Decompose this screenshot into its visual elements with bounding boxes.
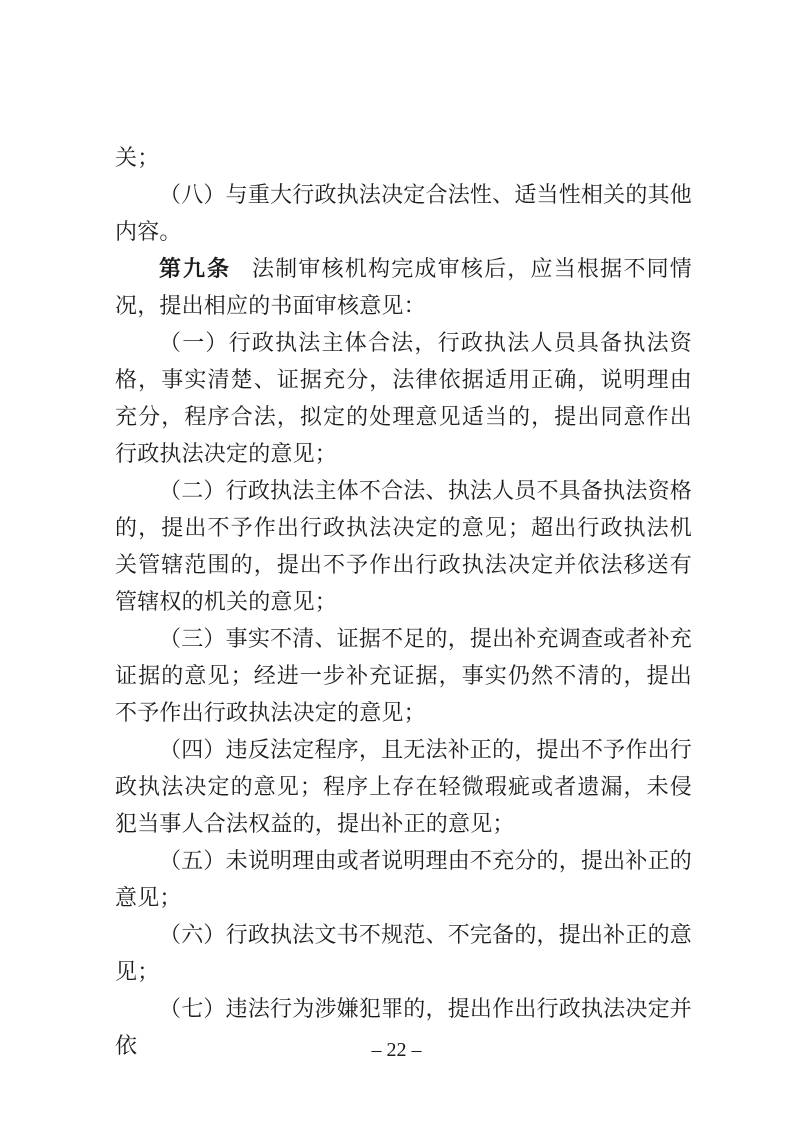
paragraph-text: 关； xyxy=(115,145,160,170)
paragraph-article-9 xyxy=(115,250,692,324)
page-number: – 22 – xyxy=(371,1039,422,1061)
paragraph-text: （一）行政执法主体合法，行政执法人员具备执法资格，事实清楚、证据充分，法律依据适用正确，说明理由充分，程序合法，拟定的处理意见适当的，提出同意作出行政执法决定的意见； xyxy=(115,330,692,466)
paragraph-text: （三）事实不清、证据不足的，提出补充调查或者补充证据的意见；经进一步补充证据，事实仍然不清的，提出不予作出行政执法决定的意见； xyxy=(115,626,692,725)
paragraph-item-3 xyxy=(115,620,692,731)
paragraph-text: （七）违法行为涉嫌犯罪的，提出作出行政执法决定并依 xyxy=(115,996,692,1058)
paragraph-item-2 xyxy=(115,472,692,620)
paragraph-text: （四）违反法定程序，且无法补正的，提出不予作出行政执法决定的意见；程序上存在轻微瑕疵或者遗漏，未侵犯当事人合法权益的，提出补正的意见； xyxy=(115,737,692,836)
paragraph-text: （六）行政执法文书不规范、不完备的，提出补正的意见； xyxy=(115,922,692,984)
paragraph-text: （八）与重大行政执法决定合法性、适当性相关的其他内容。 xyxy=(115,182,692,244)
article-number-term: 第九条 xyxy=(159,256,232,281)
paragraph-item-4 xyxy=(115,731,692,842)
paragraph-text: （五）未说明理由或者说明理由不充分的，提出补正的意见； xyxy=(115,848,692,910)
paragraph-text: （二）行政执法主体不合法、执法人员不具备执法资格的，提出不予作出行政执法决定的意见；超出行政执法机关管辖范围的，提出不予作出行政执法决定并依法移送有管辖权的机关的意见； xyxy=(115,478,692,614)
paragraph-continuation xyxy=(115,139,692,176)
paragraph-text: 法制审核机构完成审核后，应当根据不同情况，提出相应的书面审核意见： xyxy=(115,256,692,318)
paragraph-item-1 xyxy=(115,324,692,472)
paragraph-item-6 xyxy=(115,916,692,990)
document-body xyxy=(115,139,692,1064)
paragraph-item-5 xyxy=(115,842,692,916)
paragraph-item-8 xyxy=(115,176,692,250)
